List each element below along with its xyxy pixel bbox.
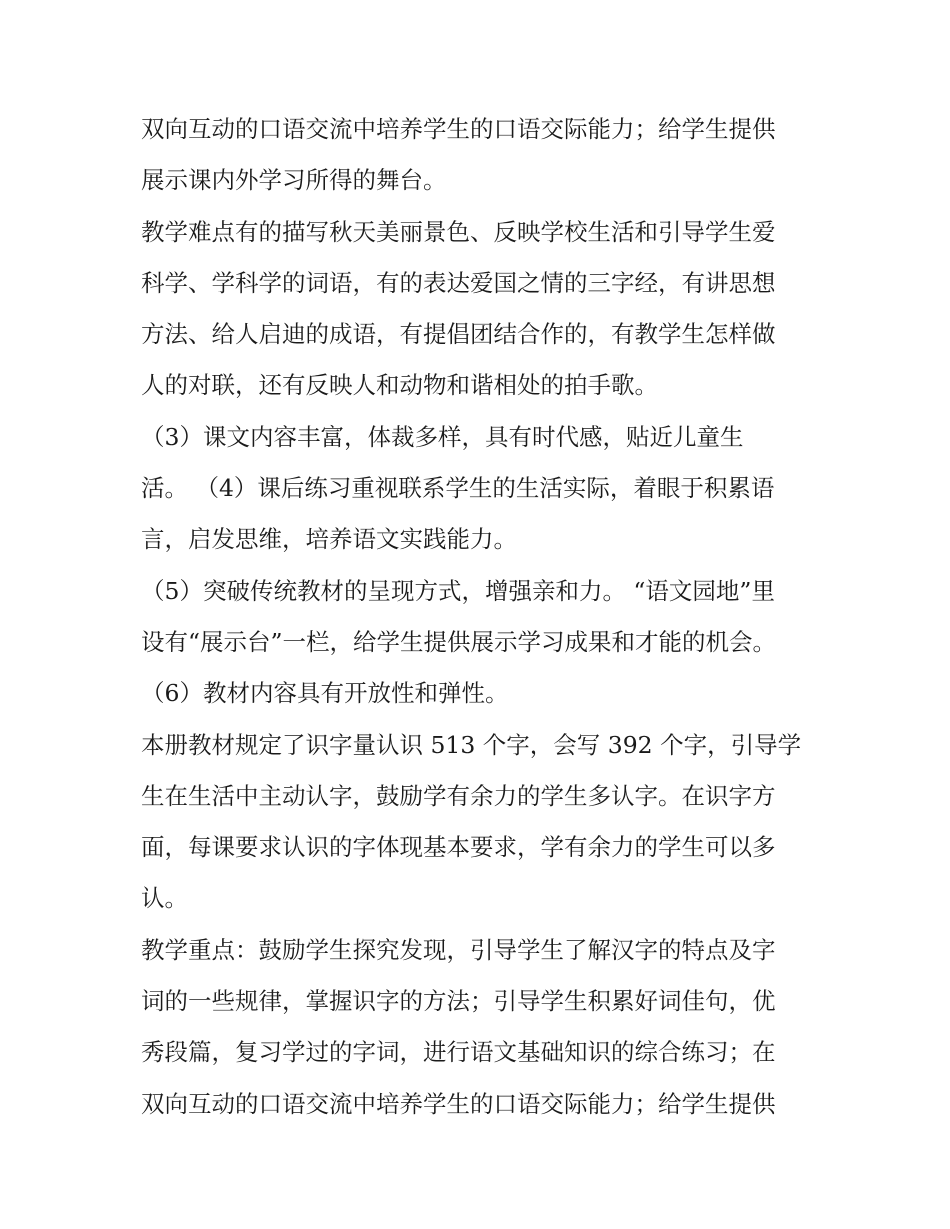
text-line: 方法、给人启迪的成语，有提倡团结合作的，有教学生怎样做 xyxy=(141,320,776,349)
text-line: 言，启发思维，培养语文实践能力。 xyxy=(141,525,517,554)
text-line: 展示课内外学习所得的舞台。 xyxy=(141,166,447,195)
text-line: 词的一些规律，掌握识字的方法；引导学生积累好词佳句，优 xyxy=(141,987,776,1016)
text-line: 双向互动的口语交流中培养学生的口语交际能力；给学生提供 xyxy=(141,1089,776,1118)
text-line: 人的对联，还有反映人和动物和谐相处的拍手歌。 xyxy=(141,371,658,400)
document-body xyxy=(141,104,821,1130)
text-line: 秀段篇，复习学过的字词，进行语文基础知识的综合练习；在 xyxy=(141,1038,776,1067)
text-line: （5）突破传统教材的呈现方式，增强亲和力。 “语文园地”里 xyxy=(141,576,775,605)
text-line: 认。 xyxy=(141,884,188,913)
text-line: 生在生活中主动认字，鼓励学有余力的学生多认字。在识字方 xyxy=(141,781,776,810)
text-line: 本册教材规定了识字量认识 513 个字，会写 392 个字，引导学 xyxy=(141,730,802,759)
text-line: 双向互动的口语交流中培养学生的口语交际能力；给学生提供 xyxy=(141,115,776,143)
text-line: 科学、学科学的词语，有的表达爱国之情的三字经，有讲思想 xyxy=(141,268,776,297)
text-line: 教学难点有的描写秋天美丽景色、反映学校生活和引导学生爱 xyxy=(141,217,776,246)
text-line: 设有“展示台”一栏，给学生提供展示学习成果和才能的机会。 xyxy=(141,627,777,656)
text-line: （6）教材内容具有开放性和弹性。 xyxy=(141,679,509,708)
text-line: 面，每课要求认识的字体现基本要求，学有余力的学生可以多 xyxy=(141,833,776,862)
text-line: 教学重点：鼓励学生探究发现，引导学生了解汉字的特点及字 xyxy=(141,935,776,964)
text-line: （3）课文内容丰富，体裁多样，具有时代感，贴近儿童生 xyxy=(141,422,744,451)
text-line: 活。 （4）课后练习重视联系学生的生活实际，着眼于积累语 xyxy=(141,474,775,503)
